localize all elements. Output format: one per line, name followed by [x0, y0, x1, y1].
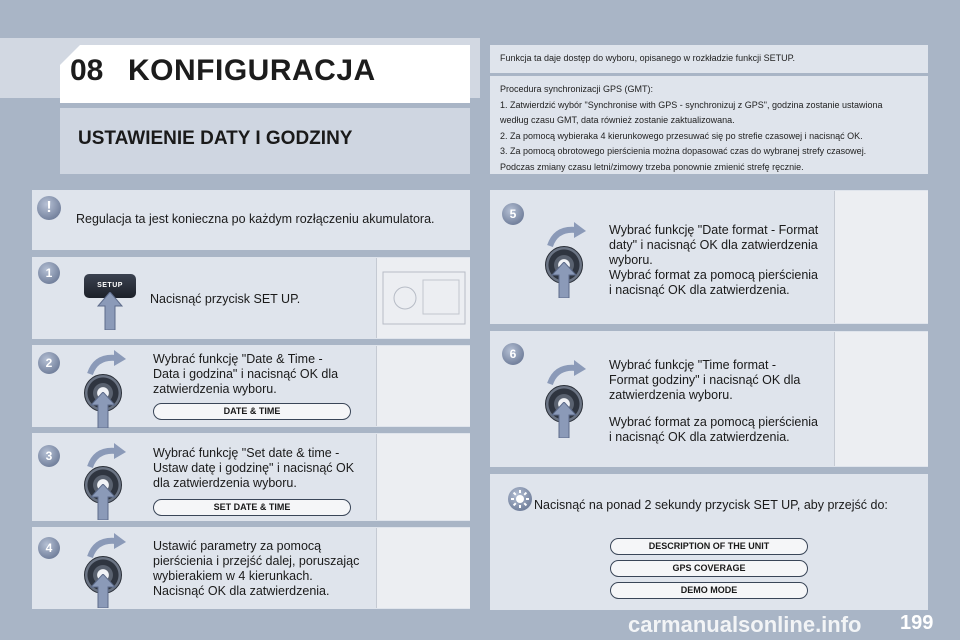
- intro-procedure-panel: [490, 76, 928, 174]
- step-line: dla zatwierdzenia wyboru.: [153, 476, 297, 490]
- radio-unit-thumbnail: [376, 528, 470, 608]
- step-line: daty" i nacisnąć OK dla zatwierdzenia: [609, 238, 818, 252]
- page-number: 199: [900, 612, 934, 634]
- step-line: Wybrać funkcję "Set date & time -: [153, 446, 340, 460]
- radio-unit-thumbnail: [834, 191, 928, 323]
- step-badge: 4: [38, 537, 60, 559]
- step-line: pierścienia i przejść dalej, poruszając: [153, 554, 360, 568]
- procedure-text: [500, 82, 925, 175]
- radio-unit-thumbnail: [376, 434, 470, 520]
- curved-arrow-icon: [546, 360, 586, 386]
- step-line: Format godziny" i nacisnąć OK dla: [609, 373, 801, 387]
- step-line: zatwierdzenia wyboru.: [153, 382, 277, 396]
- procedure-line: Podczas zmiany czasu letni/zimowy trzeba ponownie zmienić strefę ręcznie.: [500, 161, 804, 172]
- press-arrow-icon: [89, 574, 117, 608]
- step-badge: 6: [502, 343, 524, 365]
- step-line: Ustawić parametry za pomocą: [153, 539, 322, 553]
- settings-sun-icon: [508, 487, 532, 511]
- step-line: Wybrać funkcję "Date format - Format: [609, 223, 819, 237]
- step-line: i nacisnąć OK dla zatwierdzenia.: [609, 430, 790, 444]
- warning-icon: !: [37, 196, 61, 220]
- menu-pill: SET DATE & TIME: [153, 499, 351, 516]
- radio-unit-thumbnail: [376, 258, 470, 338]
- setup-button-illustration: SETUP: [84, 274, 136, 298]
- press-arrow-icon: [89, 484, 117, 520]
- step-5-text: [609, 223, 818, 298]
- step-3-text: [153, 446, 354, 491]
- step-badge: 1: [38, 262, 60, 284]
- menu-pill: DATE & TIME: [153, 403, 351, 420]
- procedure-line: 2. Za pomocą wybieraka 4 kierunkowego przesuwać się po strefie czasowej i nacisnąć OK.: [500, 130, 863, 141]
- section-subtitle: USTAWIENIE DATY I GODZINY: [78, 128, 353, 149]
- procedure-title: Procedura synchronizacji GPS (GMT):: [500, 84, 654, 94]
- step-badge: 3: [38, 445, 60, 467]
- press-arrow-icon: [550, 402, 578, 438]
- setup-hold-text: Nacisnąć na ponad 2 sekundy przycisk SET UP, aby przejść do:: [534, 498, 888, 512]
- step-line: Wybrać funkcję "Time format -: [609, 358, 777, 372]
- option-pill: GPS COVERAGE: [610, 560, 808, 577]
- option-pill: DESCRIPTION OF THE UNIT: [610, 538, 808, 555]
- press-arrow-icon: [89, 392, 117, 428]
- step-line: wyboru.: [609, 253, 653, 267]
- step-line: Ustaw datę i godzinę" i nacisnąć OK: [153, 461, 355, 475]
- chapter-title: KONFIGURACJA: [128, 54, 376, 87]
- intro-top-panel: [490, 45, 928, 73]
- curved-arrow-icon: [86, 443, 126, 469]
- press-arrow-icon: [96, 292, 124, 330]
- procedure-line: według czasu GMT, data również zostanie zaktualizowana.: [500, 115, 735, 125]
- step-line: i nacisnąć OK dla zatwierdzenia.: [609, 283, 790, 297]
- step-badge: 5: [502, 203, 524, 225]
- curved-arrow-icon: [546, 222, 586, 248]
- step-line: Data i godzina" i nacisnąć OK dla: [153, 367, 339, 381]
- step-line: wybierakiem w 4 kierunkach.: [153, 569, 313, 583]
- step-line: zatwierdzenia wyboru.: [609, 388, 733, 402]
- step-line: Wybrać funkcję "Date & Time -: [153, 352, 323, 366]
- step-4-text: [153, 539, 359, 599]
- radio-unit-icon: [377, 258, 471, 338]
- step-line: Nacisnąć OK dla zatwierdzenia.: [153, 584, 330, 598]
- press-arrow-icon: [550, 262, 578, 298]
- chapter-number: 08: [70, 54, 104, 87]
- warning-text: Regulacja ta jest konieczna po każdym rozłączeniu akumulatora.: [76, 212, 435, 226]
- intro-top-text: Funkcja ta daje dostęp do wyboru, opisanego w rozkładzie funkcji SETUP.: [500, 53, 795, 63]
- radio-unit-thumbnail: [834, 332, 928, 466]
- watermark: carmanualsonline.info: [628, 612, 862, 637]
- step-2-text: [153, 352, 338, 397]
- step-badge: 2: [38, 352, 60, 374]
- procedure-line: 1. Zatwierdzić wybór "Synchronise with GPS - synchronizuj z GPS", godzina zostanie ustawiona: [500, 99, 883, 110]
- procedure-line: 3. Za pomocą obrotowego pierścienia można dopasować czas do wybranej strefy czasowej.: [500, 146, 867, 156]
- step-6-text: [609, 358, 818, 445]
- option-pill: DEMO MODE: [610, 582, 808, 599]
- radio-unit-thumbnail: [376, 346, 470, 426]
- step-line: Wybrać format za pomocą pierścienia: [609, 268, 818, 282]
- curved-arrow-icon: [86, 350, 126, 376]
- step-spacer: [609, 403, 818, 415]
- step-1-text: Nacisnąć przycisk SET UP.: [150, 292, 301, 306]
- curved-arrow-icon: [86, 533, 126, 559]
- step-line: Wybrać format za pomocą pierścienia: [609, 415, 818, 429]
